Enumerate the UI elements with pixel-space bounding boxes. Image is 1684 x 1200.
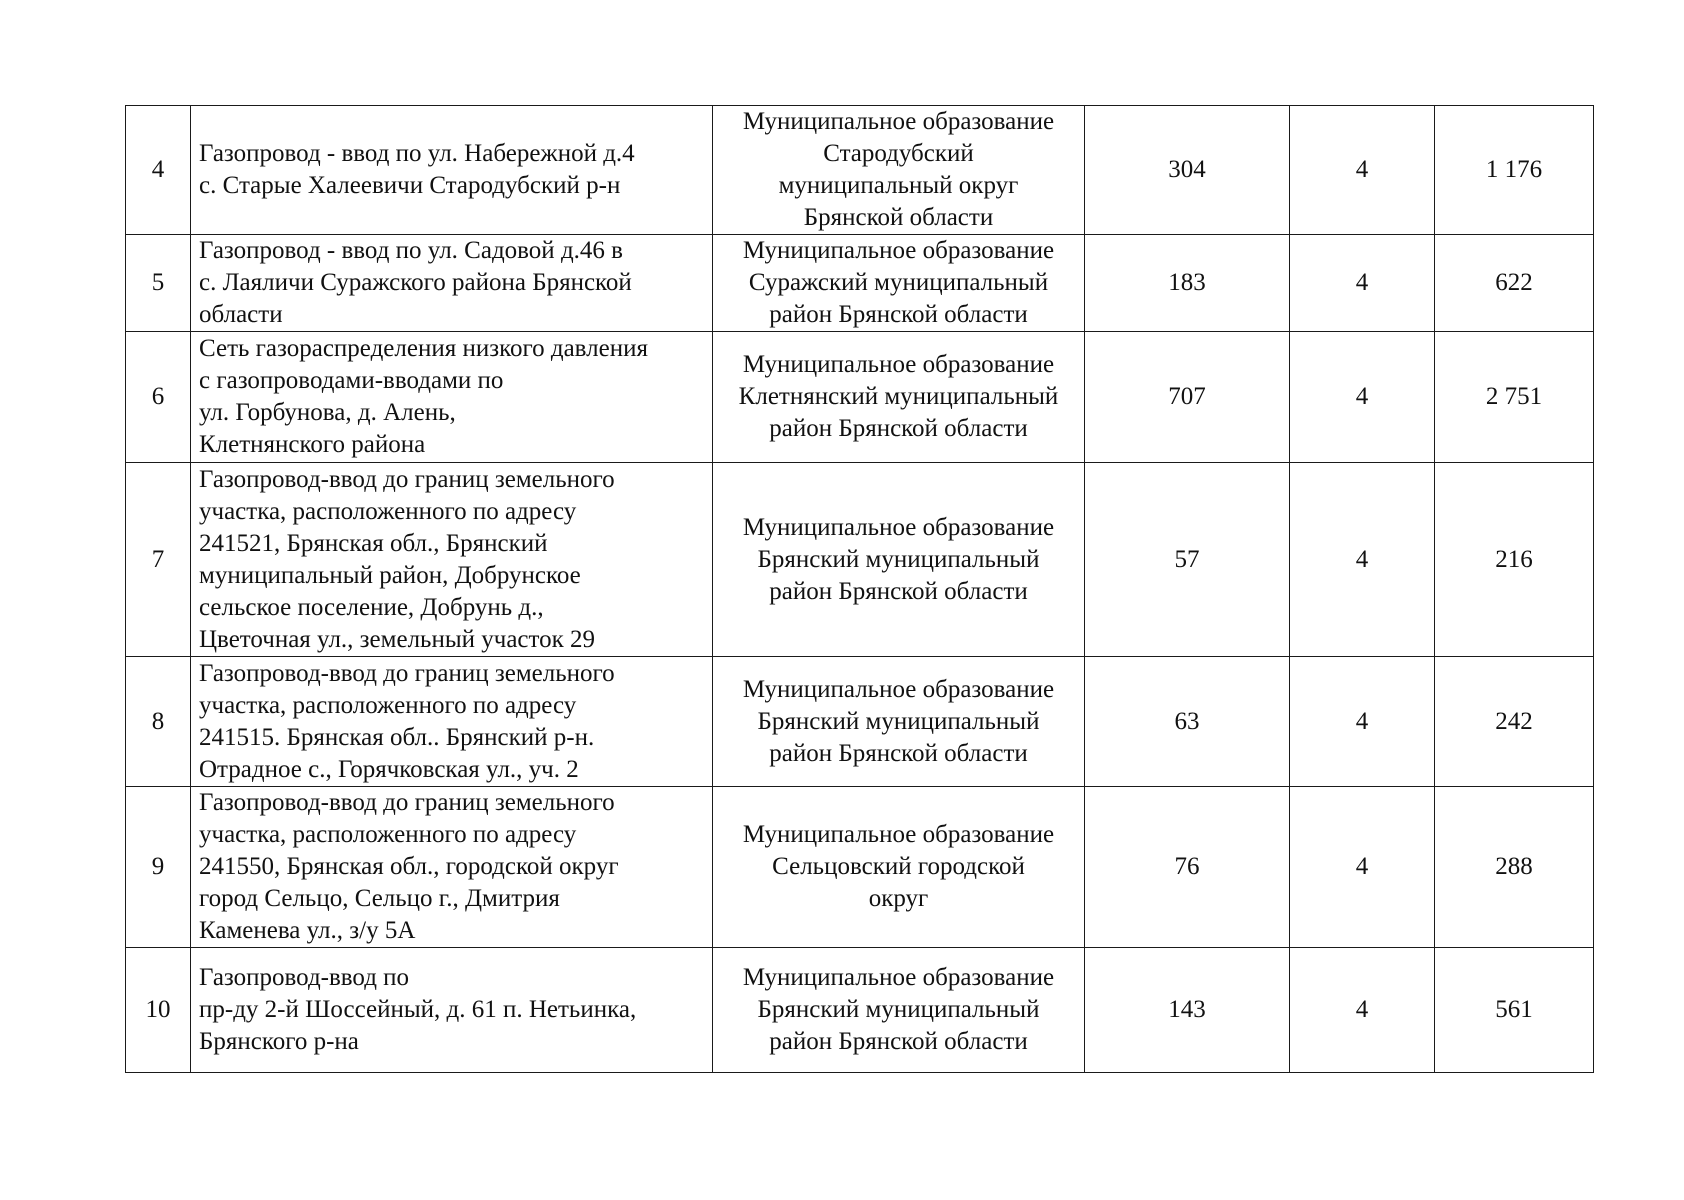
- length-cell: 143: [1085, 948, 1290, 1073]
- object-name-line: Сеть газораспределения низкого давления: [199, 335, 648, 362]
- length-cell: 707: [1085, 332, 1290, 463]
- owner-line: Муниципальное образование: [742, 513, 1055, 541]
- object-name-line: Брянского р-на: [199, 1028, 359, 1055]
- table-row: [126, 106, 1594, 235]
- object-name-line: 241521, Брянская обл., Брянский: [199, 529, 548, 557]
- owner-line: Муниципальное образование: [742, 351, 1055, 378]
- length-cell: 63: [1085, 657, 1290, 787]
- length-cell: 183: [1085, 235, 1290, 332]
- object-name-cell: [191, 463, 713, 657]
- owner-line: район Брянской области: [769, 415, 1028, 442]
- object-name-line: Газопровод-ввод до границ земельного: [199, 465, 615, 493]
- object-name-line: пр-ду 2-й Шоссейный, д. 61 п. Нетьинка,: [199, 996, 637, 1023]
- object-name-line: с. Старые Халеевичи Стародубский р-н: [199, 172, 621, 199]
- owner-line: Брянский муниципальный: [757, 996, 1040, 1023]
- owner-line: Суражский муниципальный: [748, 269, 1049, 296]
- length-cell: 57: [1085, 463, 1290, 657]
- owner-line: Муниципальное образование: [742, 237, 1055, 264]
- object-name-line: ул. Горбунова, д. Алень,: [199, 399, 456, 426]
- object-name-cell: [191, 332, 713, 463]
- object-name-cell: [191, 657, 713, 787]
- object-name-line: Газопровод-ввод до границ земельного: [199, 789, 615, 816]
- length-cell: 76: [1085, 787, 1290, 948]
- cost-cell: 561: [1435, 948, 1594, 1073]
- owner-line: Брянский муниципальный: [757, 707, 1040, 735]
- object-name-line: Газопровод - ввод по ул. Садовой д.46 в: [199, 237, 623, 264]
- object-name-line: Газопровод - ввод по ул. Набережной д.4: [199, 140, 635, 167]
- owner-cell: [713, 463, 1085, 657]
- object-name-line: Отрадное с., Горячковская ул., уч. 2: [199, 755, 579, 783]
- diameter-cell: 4: [1290, 948, 1435, 1073]
- table-row: [126, 332, 1594, 463]
- diameter-cell: 4: [1290, 106, 1435, 235]
- diameter-cell: 4: [1290, 235, 1435, 332]
- object-name-line: области: [199, 301, 283, 328]
- owner-line: район Брянской области: [769, 301, 1028, 328]
- owner-line: Муниципальное образование: [742, 675, 1055, 703]
- object-name-line: Каменева ул., з/у 5А: [199, 917, 416, 944]
- cost-cell: 216: [1435, 463, 1594, 657]
- owner-line: район Брянской области: [769, 1028, 1028, 1055]
- owner-line: Брянский муниципальный: [757, 545, 1040, 573]
- row-number: 8: [126, 657, 191, 787]
- object-name-cell: [191, 787, 713, 948]
- object-name-line: Газопровод-ввод по: [199, 964, 410, 991]
- cost-cell: 622: [1435, 235, 1594, 332]
- cost-cell: 242: [1435, 657, 1594, 787]
- diameter-cell: 4: [1290, 787, 1435, 948]
- object-name-line: муниципальный район, Добрунское: [199, 561, 581, 589]
- owner-line: район Брянской области: [769, 577, 1028, 605]
- object-name-line: с газопроводами-вводами по: [199, 367, 504, 394]
- owner-cell: [713, 332, 1085, 463]
- table-row: [126, 948, 1594, 1073]
- diameter-cell: 4: [1290, 463, 1435, 657]
- table-row: [126, 235, 1594, 332]
- row-number: 5: [126, 235, 191, 332]
- diameter-cell: 4: [1290, 657, 1435, 787]
- owner-line: Муниципальное образование: [742, 108, 1055, 135]
- row-number: 6: [126, 332, 191, 463]
- owner-line: район Брянской области: [769, 739, 1028, 767]
- length-cell: 304: [1085, 106, 1290, 235]
- owner-line: Стародубский: [823, 140, 974, 167]
- cost-cell: 288: [1435, 787, 1594, 948]
- object-name-line: Клетнянского района: [199, 431, 426, 458]
- object-name-line: участка, расположенного по адресу: [199, 821, 577, 848]
- object-name-line: 241550, Брянская обл., городской округ: [199, 853, 619, 880]
- object-name-line: сельское поселение, Добрунь д.,: [199, 593, 544, 621]
- owner-cell: [713, 235, 1085, 332]
- object-name-line: Газопровод-ввод до границ земельного: [199, 659, 615, 687]
- diameter-cell: 4: [1290, 332, 1435, 463]
- row-number: 10: [126, 948, 191, 1073]
- owner-cell: [713, 948, 1085, 1073]
- owner-cell: [713, 657, 1085, 787]
- owner-line: округ: [868, 885, 929, 912]
- object-name-cell: [191, 235, 713, 332]
- object-name-line: Цветочная ул., земельный участок 29: [199, 625, 596, 653]
- owner-cell: [713, 106, 1085, 235]
- object-name-line: участка, расположенного по адресу: [199, 691, 577, 719]
- table-row: [126, 787, 1594, 948]
- object-name-line: 241515. Брянская обл.. Брянский р-н.: [199, 723, 595, 751]
- owner-cell: [713, 787, 1085, 948]
- owner-line: Сельцовский городской: [772, 853, 1025, 880]
- object-name-cell: [191, 106, 713, 235]
- owner-line: Муниципальное образование: [742, 821, 1055, 848]
- gas-pipeline-table: [125, 105, 1594, 1073]
- object-name-cell: [191, 948, 713, 1073]
- object-name-line: город Сельцо, Сельцо г., Дмитрия: [199, 885, 560, 912]
- owner-line: Клетнянский муниципальный: [738, 383, 1059, 410]
- object-name-line: участка, расположенного по адресу: [199, 497, 577, 525]
- cost-cell: 1 176: [1435, 106, 1594, 235]
- cost-cell: 2 751: [1435, 332, 1594, 463]
- table-row: [126, 657, 1594, 787]
- object-name-line: с. Лаяличи Суражского района Брянской: [199, 269, 632, 296]
- table-row: [126, 463, 1594, 657]
- owner-line: Муниципальное образование: [742, 964, 1055, 991]
- row-number: 7: [126, 463, 191, 657]
- row-number: 4: [126, 106, 191, 235]
- row-number: 9: [126, 787, 191, 948]
- owner-line: муниципальный округ: [778, 172, 1019, 199]
- owner-line: Брянской области: [803, 204, 994, 231]
